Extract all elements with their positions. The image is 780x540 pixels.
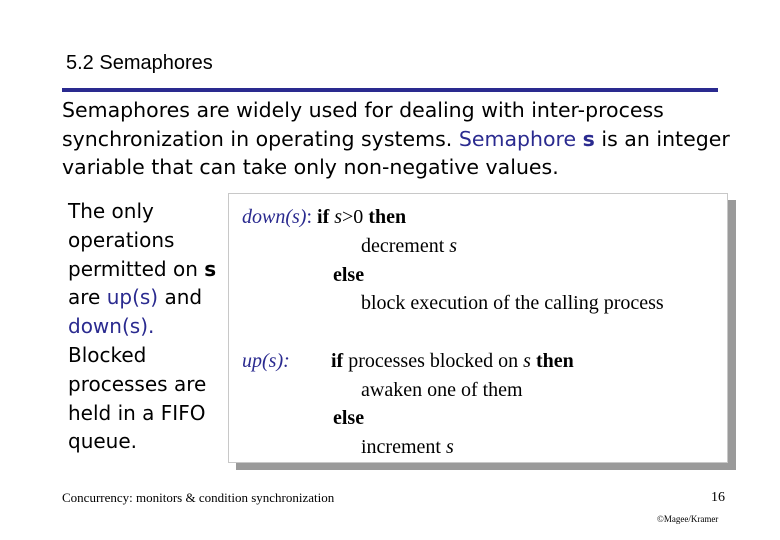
if-keyword: if [317, 206, 330, 228]
side-text-4: Blocked processes are held in a FIFO queue. [68, 342, 207, 454]
slide-title: 5.2 Semaphores [66, 52, 213, 74]
intro-variable-s: s [582, 126, 595, 151]
else-keyword-1: else [333, 264, 365, 286]
down-label: down(s) [242, 206, 307, 228]
up-condition-line [331, 350, 574, 373]
up-colon: : [283, 350, 290, 372]
side-text-2: are [68, 285, 101, 310]
intro-text-1: Semaphores are widely used for dealing with inter-process synchronization in operating systems. [62, 98, 664, 151]
decrement-text: decrement [361, 235, 445, 257]
awaken-line: awaken one of them [361, 379, 523, 401]
increment-var: s [445, 436, 454, 458]
processes-blocked-text: processes blocked on [348, 350, 519, 372]
intro-paragraph [62, 96, 742, 182]
title-underline [62, 88, 718, 92]
up-label-line [242, 350, 290, 373]
page-number: 16 [711, 490, 725, 505]
if-keyword-2: if [331, 350, 344, 372]
side-up-op: up(s) [106, 285, 159, 310]
intro-text-2: is an integer variable that can take only non-negative values. [62, 126, 730, 179]
copyright-notice: ©Magee/Kramer [657, 514, 719, 524]
cond-rest: >0 [342, 206, 364, 228]
decrement-line [361, 235, 457, 258]
processes-var: s [523, 350, 531, 372]
increment-text: increment [361, 436, 441, 458]
cond-var: s [334, 206, 343, 228]
then-keyword-2: then [535, 350, 574, 372]
side-text-3: and [164, 285, 203, 310]
side-down-op: down(s). [68, 314, 155, 339]
block-line: block execution of the calling process [361, 292, 664, 314]
operations-description [68, 197, 228, 456]
increment-line [361, 436, 454, 459]
code-box [228, 193, 728, 463]
up-label: up(s) [242, 350, 284, 372]
decrement-var: s [449, 235, 458, 257]
intro-semaphore-word: Semaphore [458, 126, 577, 151]
side-variable-s: s [204, 256, 217, 281]
footer-course-title: Concurrency: monitors & condition synchronization [62, 490, 335, 505]
else-keyword-2: else [333, 407, 365, 429]
then-keyword: then [368, 206, 407, 228]
down-colon: : [306, 206, 313, 228]
down-definition-line [242, 206, 406, 229]
side-text-1: The only operations permitted on [68, 199, 198, 281]
